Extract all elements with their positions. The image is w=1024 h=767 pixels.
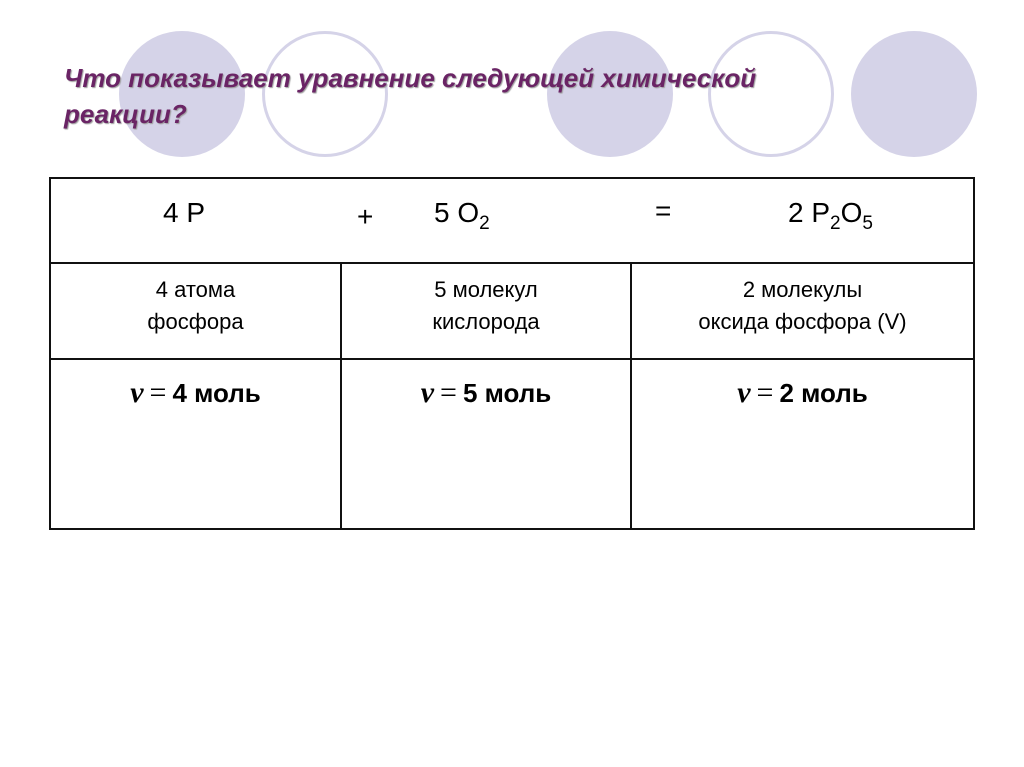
desc-cell-phosphorus [50, 263, 341, 359]
product-subscript-o: 5 [862, 213, 873, 234]
equals-sign: = [655, 195, 672, 226]
desc-line: 5 молекул [434, 277, 538, 302]
reaction-table [49, 177, 975, 530]
moles-cell-oxide [631, 359, 974, 529]
equation-cell [50, 178, 974, 263]
product-oxide [788, 197, 873, 234]
desc-line: 2 молекулы [742, 277, 863, 302]
mol-equals: = [149, 376, 167, 409]
mol-equals: = [440, 376, 457, 409]
product-subscript-p: 2 [830, 213, 841, 234]
product-coef: 2 P [788, 197, 831, 228]
nu-symbol: ν [420, 376, 435, 409]
product-o: O [840, 197, 863, 228]
moles-cell-phosphorus [50, 359, 341, 529]
oxygen-subscript: 2 [479, 213, 490, 234]
desc-cell-oxygen [341, 263, 631, 359]
nu-symbol: ν [737, 376, 751, 409]
reactant-oxygen [434, 197, 490, 234]
plus-sign: + [357, 201, 374, 232]
nu-symbol: ν [130, 376, 144, 409]
desc-line: фосфора [147, 309, 244, 334]
mol-equals: = [756, 376, 774, 409]
mol-amount: 5 моль [462, 378, 552, 408]
equation [51, 179, 973, 262]
desc-cell-oxide [631, 263, 974, 359]
reactant-phosphorus: 4 P [163, 197, 206, 228]
oxygen-coef: 5 O [434, 197, 480, 228]
moles-value [130, 378, 261, 408]
desc-line: оксида фосфора (V) [698, 309, 907, 334]
moles-cell-oxygen [341, 359, 631, 529]
slide-title: Что показывает уравнение следующей химической реакции? [64, 63, 757, 129]
mol-amount: 2 моль [779, 378, 868, 408]
moles-row [50, 359, 974, 529]
desc-line: кислорода [432, 309, 540, 334]
moles-value [737, 378, 868, 408]
description-row [50, 263, 974, 359]
moles-value [421, 378, 552, 408]
mol-amount: 4 моль [172, 378, 261, 408]
equation-row [50, 178, 974, 263]
desc-line: 4 атома [155, 277, 236, 302]
